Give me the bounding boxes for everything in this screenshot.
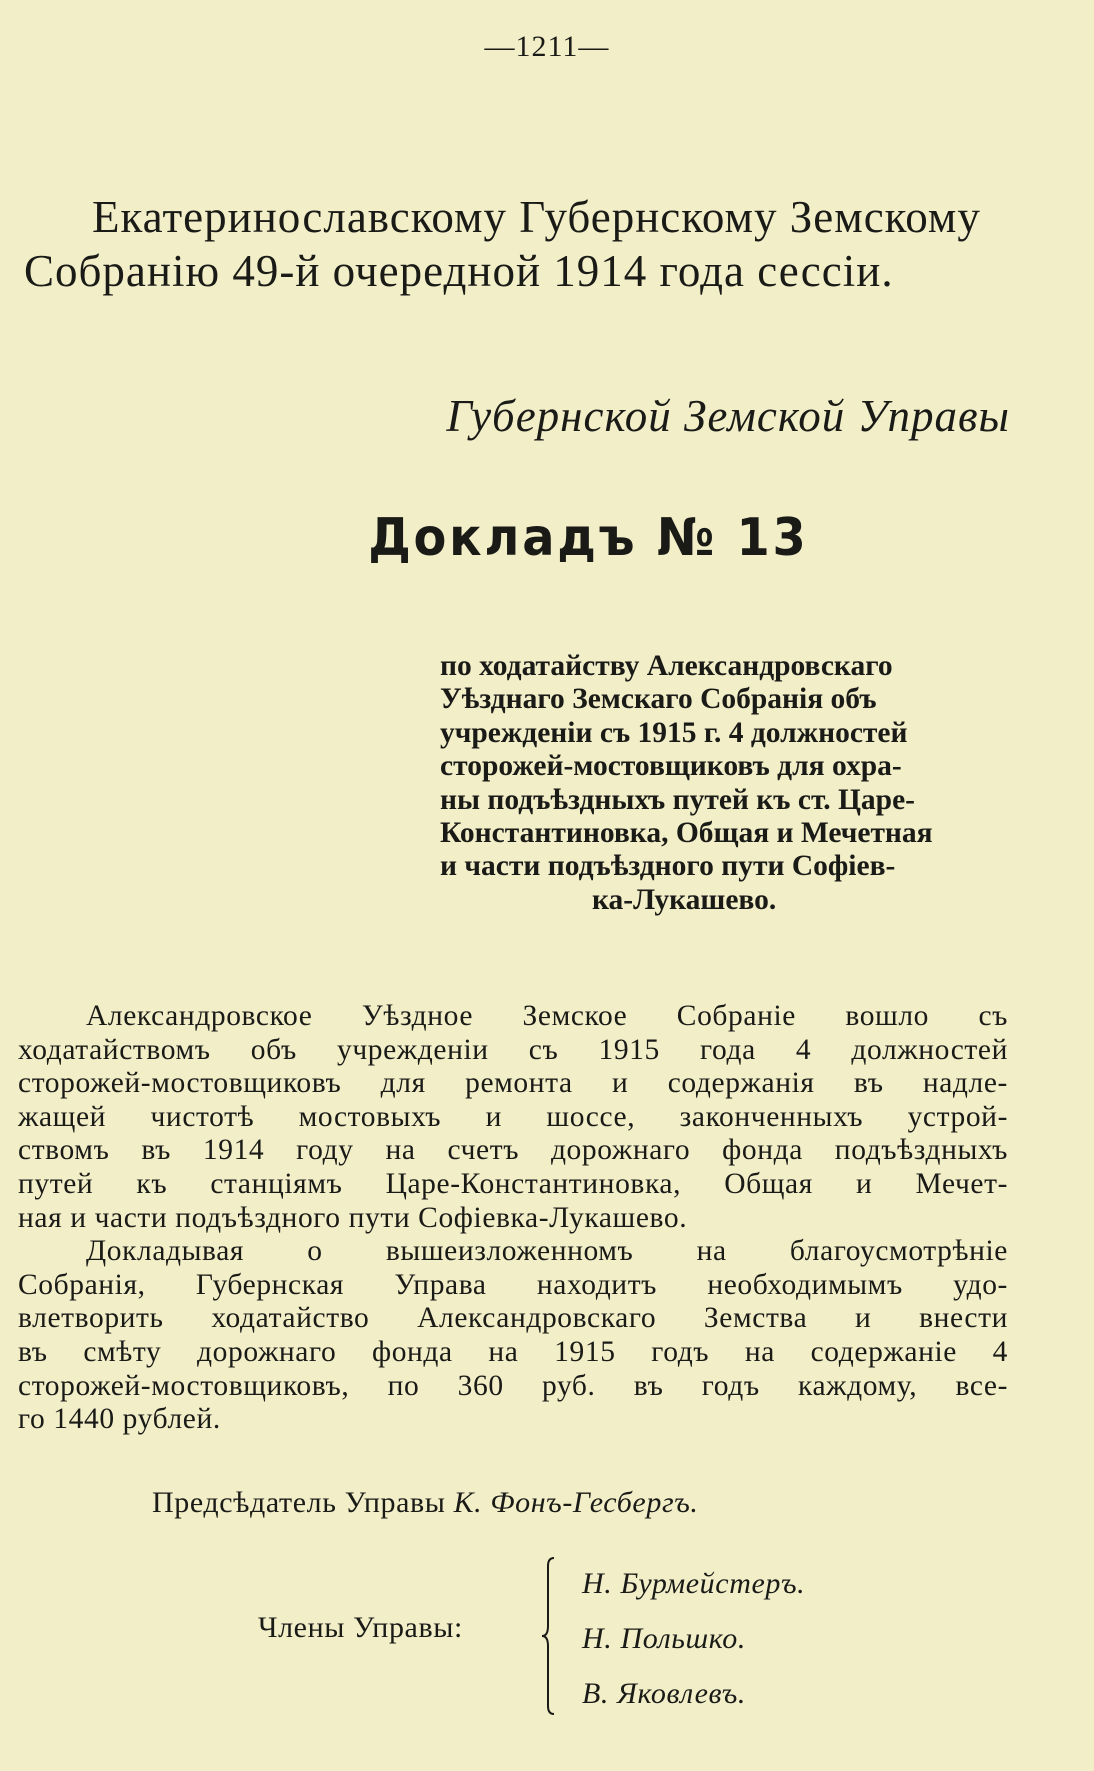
subject-line: сторожей-мостовщиковъ для охра- — [440, 750, 902, 783]
addressee-line: Собранію 49-й очередной 1914 года сессіи. — [24, 246, 894, 296]
subject-line: Уѣзднаго Земскаго Собранія объ — [440, 683, 877, 716]
report-title: Докладъ № 13 — [368, 508, 809, 568]
body-line: путей къ станціямъ Царе-Константиновка, Общая и Мечет- — [18, 1167, 1008, 1200]
body-line: сторожей-мостовщиковъ для ремонта и содержанія въ надле- — [18, 1067, 1008, 1100]
curly-brace-icon — [540, 1556, 558, 1716]
report-body — [18, 1000, 1008, 1437]
body-line: ствомъ въ 1914 году на счетъ дорожнаго фонда подъѣздныхъ — [18, 1134, 1008, 1167]
paragraph-2 — [18, 1235, 1008, 1437]
chairman-name: К. Фонъ-Гесбергъ. — [453, 1486, 699, 1519]
body-line: го 1440 рублей. — [18, 1403, 221, 1436]
subject-line: учрежденіи съ 1915 г. 4 должностей — [440, 716, 908, 749]
subject-line: по ходатайству Александровскаго — [440, 650, 893, 682]
subject-line: и части подъѣздного пути Софіев- — [440, 850, 896, 883]
members-list — [582, 1556, 805, 1721]
member-name: Н. Бурмейстеръ. — [582, 1567, 806, 1600]
body-line: влетворить ходатайство Александровскаго Земства и внести — [18, 1302, 1008, 1335]
body-line: жащей чистотѣ мостовыхъ и шоссе, законченныхъ устрой- — [18, 1100, 1008, 1133]
issuer-heading: Губернской Земской Управы — [446, 391, 1010, 441]
page-number: —1211— — [484, 30, 610, 63]
body-line: Докладывая о вышеизложенномъ на благоусмотрѣніе — [86, 1235, 1008, 1268]
subject-line: ны подъѣздныхъ путей къ ст. Царе- — [440, 783, 916, 816]
member-name: В. Яковлевъ. — [582, 1677, 746, 1710]
chairman-signature-line — [152, 1486, 699, 1520]
body-line: ходатайствомъ объ учрежденіи съ 1915 года 4 должностей — [18, 1033, 1008, 1066]
members-label: Члены Управы: — [258, 1611, 463, 1644]
chairman-label: Предсѣдатель Управы — [152, 1486, 446, 1519]
subject-line: Константиновка, Общая и Мечетная — [440, 817, 933, 850]
body-line: Александровское Уѣздное Земское Собраніе вошло съ — [86, 1000, 1008, 1032]
body-line: ная и части подъѣздного пути Софіевка-Лукашево. — [18, 1201, 688, 1234]
addressee-line: Екатеринославскому Губернскому Земскому — [92, 192, 981, 242]
subject-line: ка-Лукашево. — [592, 883, 777, 916]
paragraph-1 — [18, 1000, 1008, 1235]
addressee — [24, 190, 1024, 298]
body-line: въ смѣту дорожнаго фонда на 1915 годъ на содержаніе 4 — [18, 1335, 1008, 1368]
member-name: Н. Польшко. — [582, 1622, 746, 1655]
body-line: Собранія, Губернская Управа находитъ необходимымъ удо- — [18, 1268, 1008, 1301]
report-subject — [440, 650, 1010, 917]
body-line: сторожей-мостовщиковъ, по 360 руб. въ годъ каждому, все- — [18, 1369, 1008, 1402]
